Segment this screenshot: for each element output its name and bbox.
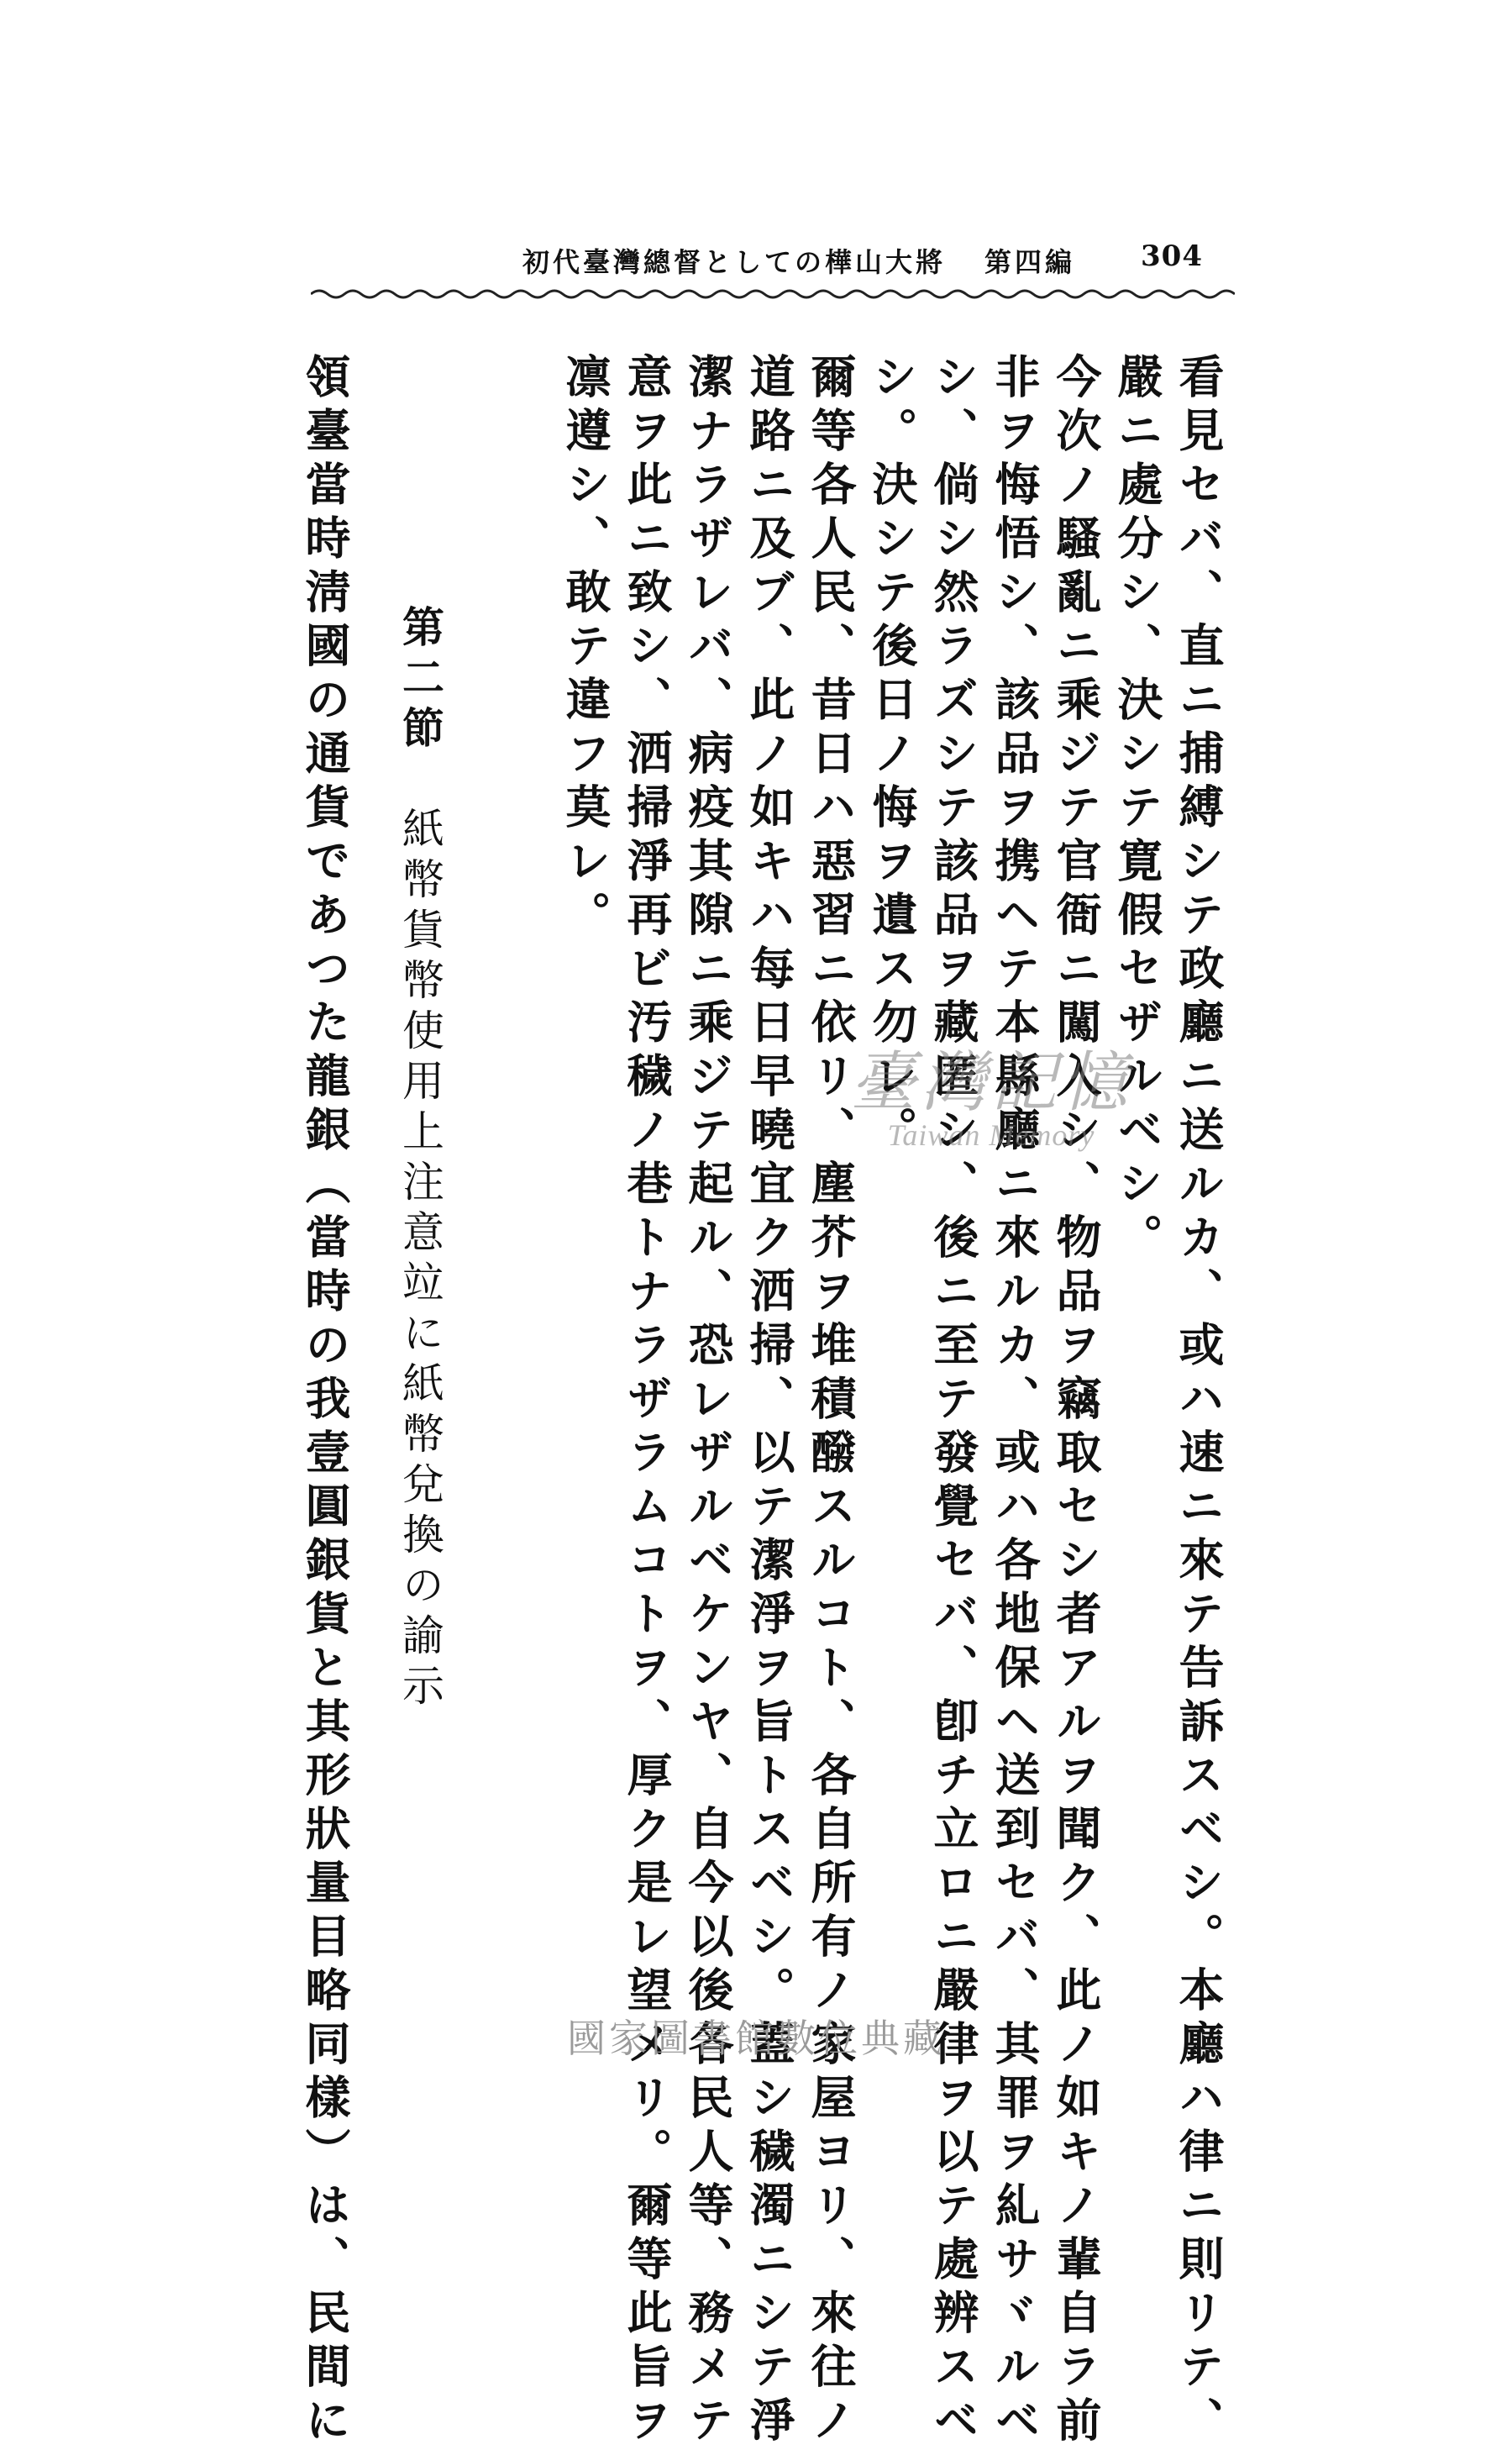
section-title: 紙幣貨幣使用上注意竝に紙幣兌換の諭示 — [396, 807, 444, 1714]
header-rule-divider — [311, 286, 1235, 302]
page-number: 304 — [1141, 239, 1203, 273]
text-column-5: シ、倘シ然ラズシテ該品ヲ藏匿シ、後ニ至テ發覺セバ、卽チ立ロニ嚴律ヲ以テ處辨スベ — [927, 353, 980, 2450]
watermark-chinese: 臺灣記憶 — [849, 1045, 1132, 1121]
footer-credit: 國家圖書館數位典藏 — [567, 2016, 945, 2061]
section-label: 第二節 — [396, 605, 445, 756]
text-column-3: 今次ノ騷亂ニ乘ジテ官衙ニ闖入シ、物品ヲ竊取セシ者アルヲ聞ク、此ノ如キノ輩自ラ前 — [1049, 353, 1103, 2450]
text-column-2: 嚴ニ處分シ、決シテ寛假セザルベシ。 — [1110, 353, 1164, 1267]
watermark-english: Taiwan Memory — [887, 1118, 1095, 1152]
text-column-6: シ。決シテ後日ノ悔ヲ遺ス勿レ。 — [865, 353, 919, 1159]
text-column-7: 爾等各人民、昔日ハ惡習ニ依リ、塵芥ヲ堆積醱スルコト、各自所有ノ家屋ヨリ、來往ノ — [804, 353, 858, 2450]
text-column-1: 看見セバ、直ニ捕縛シテ政廳ニ送ルカ、或ハ速ニ來テ告訴スベシ。本廳ハ律ニ則リテ、 — [1172, 353, 1226, 2450]
text-column-4: 非ヲ悔悟シ、該品ヲ携ヘテ本縣廳ニ來ルカ、或ハ各地保ヘ送到セバ、其罪ヲ糺サヾルベ — [988, 353, 1042, 2450]
text-column-9: 潔ナラザレバ、病疫其隙ニ乘ジテ起ル、恐レザルベケンヤ、自今以後各民人等、務メテ — [681, 353, 735, 2450]
text-column-8: 道路ニ及ブ、此ノ如キハ每日早曉宜ク洒掃、以テ潔淨ヲ旨トスベシ。蓋シ穢濁ニシテ淨 — [743, 353, 796, 2450]
text-column-last: 領臺當時淸國の通貨であつた龍銀（當時の我壹圓銀貨と其形狀量目略同樣）は、民間に — [298, 353, 352, 2450]
running-title: 初代臺灣總督としての樺山大將 — [522, 246, 947, 278]
chapter-label: 第四編 — [984, 246, 1075, 278]
text-column-10: 意ヲ此ニ致シ、洒掃淨再ビ汚穢ノ巷トナラザラムコトヲ、厚ク是レ望メリ。爾等此旨ヲ — [620, 353, 674, 2450]
text-column-11: 凛遵シ、敢テ違フ莫レ。 — [559, 353, 612, 944]
taiwan-memory-watermark — [790, 1045, 1193, 1168]
section-heading — [396, 605, 445, 1714]
running-header — [504, 239, 1226, 290]
